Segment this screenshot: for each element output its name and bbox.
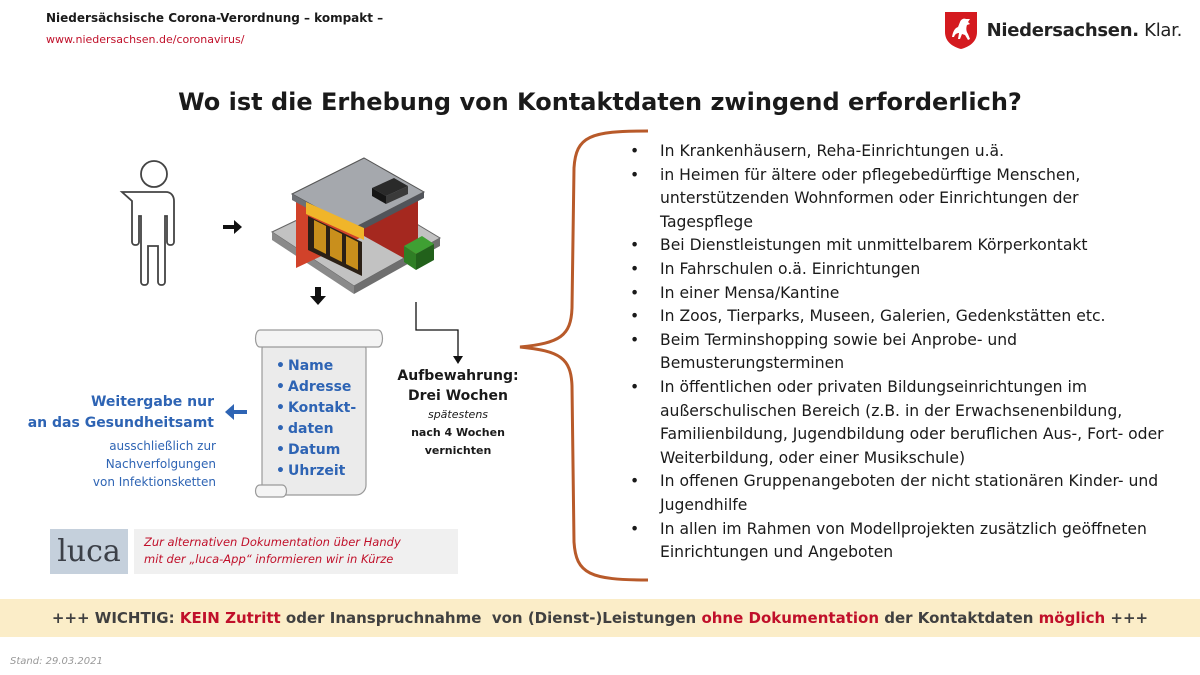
- weitergabe-heading: Weitergabe nur an das Gesundheitsamt: [27, 394, 214, 431]
- contact-data-list: [276, 356, 356, 482]
- page-title: Wo ist die Erhebung von Kontaktdaten zwingend erforderlich?: [178, 88, 1022, 116]
- arrow-down-icon: [309, 286, 327, 306]
- list-item: • Kontakt-: [276, 398, 356, 419]
- aufbewahrung-note: Aufbewahrung: Drei Wochen spätestens nach 4 Wochen vernichten: [397, 368, 519, 457]
- brand-name: Niedersachsen. Klar.: [986, 19, 1182, 41]
- list-item: • In Fahrschulen o.ä. Einrichtungen: [630, 258, 1170, 282]
- saxony-horse-crest-icon: [943, 10, 979, 50]
- list-item: • Datum: [276, 440, 356, 461]
- arrow-right-icon: [222, 218, 244, 236]
- list-item-continued: • daten: [276, 419, 356, 440]
- list-item: • In offenen Gruppenangeboten der nicht stationären Kinder- und Jugendhilfe: [630, 470, 1170, 517]
- list-item: • In Zoos, Tierparks, Museen, Galerien, Gedenkstätten etc.: [630, 305, 1170, 329]
- arrow-left-icon: [224, 402, 248, 422]
- list-item: • Name: [276, 356, 356, 377]
- location-list: [630, 140, 1170, 565]
- date-stamp: Stand: 29.03.2021: [10, 656, 103, 667]
- list-item: • In allen im Rahmen von Modellprojekten zusätzlich geöffneten Einrichtungen und Angeboten: [630, 518, 1170, 565]
- luca-info-box: Zur alternativen Dokumentation über Handy mit der „luca-App“ informieren wir in Kürze: [134, 529, 458, 574]
- person-icon: [118, 158, 190, 288]
- luca-logo[interactable]: luca: [50, 529, 128, 574]
- list-item: • Adresse: [276, 377, 356, 398]
- list-item: • In öffentlichen oder privaten Bildungseinrichtungen im außerschulischen Bereich (z.B. in der Erwachsenenbildung, Familienbildung, Jugendbildung oder beruflichen Aus-, Fort- oder Weiterbildung, oder einer Musikschule): [630, 376, 1170, 470]
- list-item: • In einer Mensa/Kantine: [630, 282, 1170, 306]
- building-icon: [268, 140, 448, 312]
- list-item: • In Krankenhäusern, Reha-Einrichtungen u.ä.: [630, 140, 1170, 164]
- weitergabe-note: ausschließlich zur Nachverfolgungen von Infektionsketten: [92, 439, 216, 489]
- header-title: Niedersächsische Corona-Verordnung – kompakt –: [46, 11, 384, 25]
- important-banner: +++ WICHTIG: KEIN Zutritt oder Inanspruchnahme von (Dienst-)Leistungen ohne Dokumentation der Kontaktdaten möglich +++: [0, 599, 1200, 637]
- list-item: • Uhrzeit: [276, 461, 356, 482]
- brand-logo[interactable]: [943, 10, 1182, 50]
- list-item: • Bei Dienstleistungen mit unmittelbarem Körperkontakt: [630, 234, 1170, 258]
- list-item: • in Heimen für ältere oder pflegebedürftige Menschen, unterstützenden Wohnformen oder Einrichtungen der Tagespflege: [630, 164, 1170, 235]
- connector-arrow-icon: [412, 302, 464, 366]
- list-item: • Beim Terminshopping sowie bei Anprobe- und Bemusterungsterminen: [630, 329, 1170, 376]
- header-url-link[interactable]: www.niedersachsen.de/coronavirus/: [46, 33, 245, 46]
